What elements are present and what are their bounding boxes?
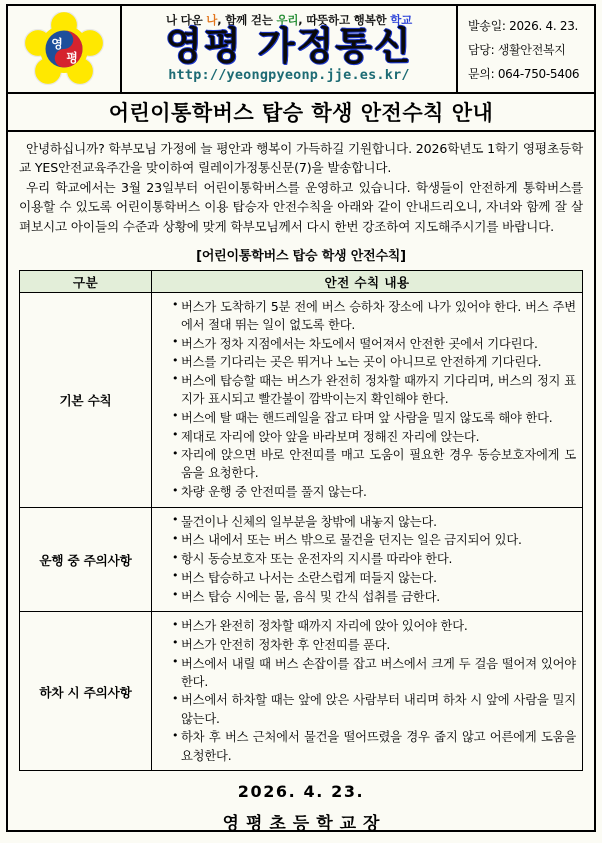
row-label-alighting: 하차 시 주의사항 xyxy=(20,612,152,771)
rule-list xyxy=(156,298,576,502)
list-item: • 버스를 기다리는 곳은 뛰거나 노는 곳이 아니므로 안전하게 기다린다. xyxy=(172,353,576,371)
document-subtitle: 어린이통학버스 탑승 학생 안전수칙 안내 xyxy=(108,101,494,125)
list-item: • 버스가 완전히 정차할 때까지 자리에 앉아 있어야 한다. xyxy=(172,617,576,635)
newsletter-title: 영평 가정통신 xyxy=(165,24,413,69)
masthead-info xyxy=(458,6,594,92)
table-header-row xyxy=(20,270,583,292)
list-item: • 물건이나 신체의 일부분을 창밖에 내놓지 않는다. xyxy=(172,513,576,531)
slogan-part-3: , 따뜻하고 행복한 xyxy=(298,12,391,27)
slogan-highlight-hakgyo: 학교 xyxy=(390,12,413,27)
list-item: • 버스에 탑승할 때는 버스가 완전히 정차할 때까지 기다리며, 버스의 정지 표지가 표시되고 빨간불이 깜박이는지 확인해야 한다. xyxy=(172,372,576,408)
emblem-text-bottom: 평 xyxy=(66,51,78,65)
footer-school-principal: 영평초등학교장 xyxy=(222,814,387,835)
table-row xyxy=(20,292,583,507)
list-item: • 버스가 정차 지점에서는 차도에서 떨어져서 안전한 곳에서 기다린다. xyxy=(172,335,576,353)
rule-list xyxy=(156,513,576,606)
rule-list xyxy=(156,617,576,765)
list-item: • 버스에서 내릴 때 버스 손잡이를 잡고 버스에서 크게 두 걸음 떨어져 있어야 한다. xyxy=(172,655,576,691)
list-item: • 버스가 도착하기 5분 전에 버스 승하차 장소에 나가 있어야 한다. 버스 주변에서 절대 뛰는 일이 없도록 한다. xyxy=(172,298,576,334)
list-item: • 자리에 앉으면 바로 안전띠를 매고 도움이 필요한 경우 동승보호자에게 도움을 요청한다. xyxy=(172,446,576,482)
list-item: • 버스에서 하차할 때는 앞에 앉은 사람부터 내리며 하차 시 앞에 사람을 밀지 않는다. xyxy=(172,691,576,727)
list-item: • 제대로 자리에 앉아 앞을 바라보며 정해진 자리에 앉는다. xyxy=(172,428,576,446)
contact-phone: 문의: 064-750-5406 xyxy=(468,66,580,81)
list-item: • 하차 후 버스 근처에서 물건을 떨어뜨렸을 경우 줍지 않고 어른에게 도움을 요청한다. xyxy=(172,728,576,764)
send-date: 발송일: 2026. 4. 23. xyxy=(468,18,579,33)
table-row xyxy=(20,507,583,611)
school-logo-cell xyxy=(8,6,122,92)
intro-section xyxy=(19,139,583,236)
row-content-basic-rules xyxy=(152,292,583,507)
slogan-highlight-uri: 우리 xyxy=(276,12,299,27)
safety-rules-table xyxy=(19,270,583,772)
emblem-text-top: 영 xyxy=(51,37,63,51)
document-footer xyxy=(19,771,583,834)
slogan-highlight-na: 나 xyxy=(206,12,218,27)
intro-paragraph: 우리 학교에서는 3월 23일부터 어린이통학버스를 운영하고 있습니다. 학생들이 안전하게 통학버스를 이용할 수 있도록 어린이통학버스 이용 탑승자 안전수칙을 아래와 같이 안내드리오니, 자녀와 함께 잘 살펴보시고 아이들의 수준과 상황에 맞게 학부모님께서 다시 한번 강조하여 지도해주시기를 바랍니다. xyxy=(19,180,583,234)
slogan-part-1: 나 다운 xyxy=(165,12,207,27)
list-item: • 버스 탑승하고 나서는 소란스럽게 떠들지 않는다. xyxy=(172,569,576,587)
row-label-during-operation: 운행 중 주의사항 xyxy=(20,507,152,611)
table-row xyxy=(20,612,583,771)
column-header-category: 구분 xyxy=(20,270,152,292)
school-emblem-icon xyxy=(24,12,104,86)
intro-paragraph: 안녕하십니까? 학부모님 가정에 늘 평안과 행복이 가득하길 기원합니다. 2026학년도 1학기 영평초등학교 YES안전교육주간을 맞이하여 릴레이가정통신문(7)을 발송합니다. xyxy=(19,141,583,176)
list-item: • 버스에 탈 때는 핸드레일을 잡고 타며 앞 사람을 밀지 않도록 해야 한다. xyxy=(172,409,576,427)
subtitle-bar xyxy=(6,94,596,132)
footer-date: 2026. 4. 23. xyxy=(237,782,365,802)
list-item: • 버스가 안전히 정차한 후 안전띠를 푼다. xyxy=(172,636,576,654)
row-content-during-operation xyxy=(152,507,583,611)
list-item: • 항시 동승보호자 또는 운전자의 지시를 따라야 한다. xyxy=(172,550,576,568)
masthead-center xyxy=(122,6,458,92)
list-item: • 버스 탑승 시에는 물, 음식 및 간식 섭취를 금한다. xyxy=(172,588,576,606)
slogan-part-2: , 함께 걷는 xyxy=(217,12,277,27)
department: 담당: 생활안전복지 xyxy=(468,42,566,57)
list-item: • 버스 내에서 또는 버스 밖으로 물건을 던지는 일은 금지되어 있다. xyxy=(172,531,576,549)
row-content-alighting xyxy=(152,612,583,771)
school-website-url[interactable]: http://yeongpyeonp.jje.es.kr/ xyxy=(168,67,410,84)
document-body xyxy=(6,132,596,835)
column-header-content: 안전 수칙 내용 xyxy=(152,270,583,292)
masthead xyxy=(6,4,596,94)
table-caption: [어린이통학버스 탑승 학생 안전수칙] xyxy=(196,248,406,264)
row-label-basic-rules: 기본 수칙 xyxy=(20,292,152,507)
list-item: • 차량 운행 중 안전띠를 풀지 않는다. xyxy=(172,483,576,501)
